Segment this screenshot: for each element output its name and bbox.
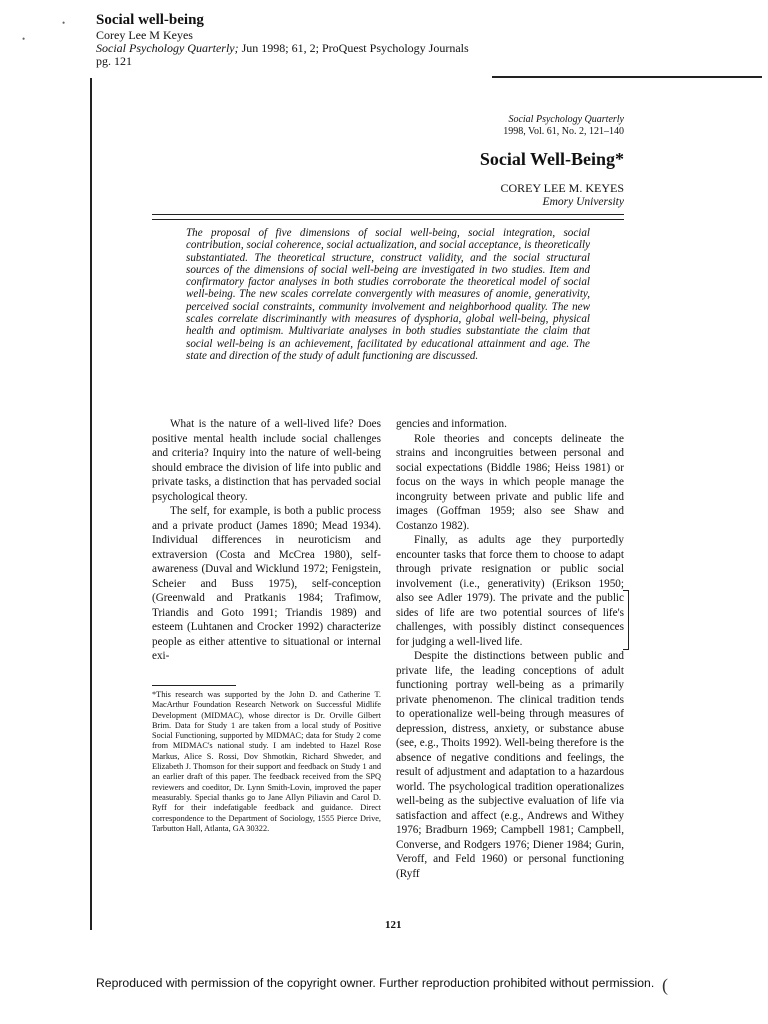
- reproduction-notice: Reproduced with permission of the copyright owner. Further reproduction prohibited without permission.: [96, 976, 655, 990]
- scan-mark: •: [22, 34, 26, 44]
- paragraph: Despite the distinctions between public and private life, the leading conceptions of adult functioning portray well-being as a primarily private phenomenon. The clinical tradition tends to operationalize well-being through measures of depression, distress, anxiety, or substance abuse (see, e.g., Thoits 1992). Well-being therefore is the absence of negative conditions and feelings, the result of adjustment and adaptation to a hazardous world. The psychological tradition operationalizes well-being as the subjective evaluation of life via satisfaction and affect (e.g., Andrews and Withey 1976; Bradburn 1969; Campbell 1981; Campbell, Converse, and Rodgers 1976; Diener 1984; Gurin, Veroff, and Feld 1960) or personal functioning (Ryff: [396, 650, 624, 880]
- paragraph: Finally, as adults age they purportedly encounter tasks that force them to choose to adapt through private resignation or public social involvement (i.e., generativity) (Erikson 1950; also see Adler 1979). The private and the public sides of life are two potential sources of life's challenges, with possibly distinct consequences for judging a well-lived life.: [396, 534, 624, 648]
- document-author: Corey Lee M Keyes: [96, 28, 193, 42]
- paragraph: Role theories and concepts delineate the strains and incongruities between personal and social expectations (Biddle 1986; Heiss 1981) or focus on the ways in which people manage the incongruity between private and public life and images (Goffman 1959; also see Shaw and Costanzo 1982).: [396, 432, 624, 532]
- scan-mark: •: [62, 18, 66, 28]
- article-author: COREY LEE M. KEYES: [500, 181, 624, 195]
- journal-name: Social Psychology Quarterly: [508, 114, 624, 125]
- article-title: Social Well-Being*: [479, 149, 624, 169]
- document-title: Social well-being: [96, 12, 204, 28]
- document-citation: [96, 42, 469, 55]
- journal-italic: Social Psychology Quarterly;: [96, 41, 239, 55]
- footnote: *This research was supported by the John D. and Catherine T. MacArthur Foundation Research Network on Successful Midlife Development (MIDMAC), whose director is Dr. Orville Gilbert Brim. Data for Study 1 are taken from a local study of Positive Social Functioning, supported by MIDMAC; data for Study 2 come from MIDMAC's national study. I am indebted to Hazel Rose Markus, Alice S. Rossi, Dov Shmotkin, Richard Shweder, and Elizabeth J. Thomson for their support and feedback on Study 1 and an earlier draft of this paper. The feedback received from the SPQ reviewers and coeditor, Dr. Lynn Smith-Lovin, improved the paper measurably. Special thanks go to Jane Allyn Piliavin and Carol D. Ryff for their indefatigable feedback and guidance. Direct correspondence to the Department of Sociology, 1555 Pierce Drive, Tarbutton Hall, Atlanta, GA 30322.: [152, 690, 381, 833]
- abstract: The proposal of five dimensions of social well-being, social integration, social contribution, social coherence, social actualization, and social acceptance, is theoretically substantiated. The theoretical structure, construct validity, and the social structural sources of the dimensions of social well-being are investigated in two studies. Item and confirmatory factor analyses in both studies corroborate the theoretical model of social well-being. The new scales correlate convergently with measures of anomie, generativity, perceived social constraints, community involvement and neighborhood quality. The new scales correlate discriminantly with measures of dysphoria, global well-being, physical health and optimism. Multivariate analyses in both studies substantiate the claim that social well-being is an achievement, facilitated by educational attainment and age. The state and direction of the study of adult functioning are discussed.: [186, 227, 590, 362]
- journal-issue: 1998, Vol. 61, No. 2, 121–140: [503, 126, 624, 137]
- paragraph: gencies and information.: [396, 418, 507, 430]
- abstract-rule: [152, 214, 624, 220]
- body-column-right: [396, 417, 624, 881]
- footnote-rule: [152, 685, 236, 686]
- article-affiliation: Emory University: [542, 196, 624, 208]
- body-column-left: [152, 417, 381, 664]
- corner-mark: (: [662, 975, 668, 995]
- journal-details: Jun 1998; 61, 2; ProQuest Psychology Journals: [238, 41, 469, 55]
- document-page: pg. 121: [96, 54, 132, 68]
- margin-bracket: [623, 590, 629, 650]
- page-top-rule: [492, 76, 762, 78]
- paragraph: The self, for example, is both a public process and a private product (James 1890; Mead 1934). Individual differences in neuroticism and extraversion (Costa and McCrea 1980), self-awareness (Duval and Wicklund 1972; Fenigstein, Scheier and Buss 1975), self-conception (Greenwald and Pratkanis 1984; Trafimow, Triandis and Goto 1991; Triandis 1989) and esteem (Luhtanen and Crocker 1992) characterize people as either attentive to situational or internal exi-: [152, 505, 381, 662]
- paragraph: What is the nature of a well-lived life? Does positive mental health include social challenges and criteria? Inquiry into the nature of well-being should embrace the division of life into public and private tasks, a distinction that has pervaded social psychological theory.: [152, 418, 381, 503]
- page-left-rule: [90, 78, 92, 930]
- page-number: 121: [385, 919, 402, 931]
